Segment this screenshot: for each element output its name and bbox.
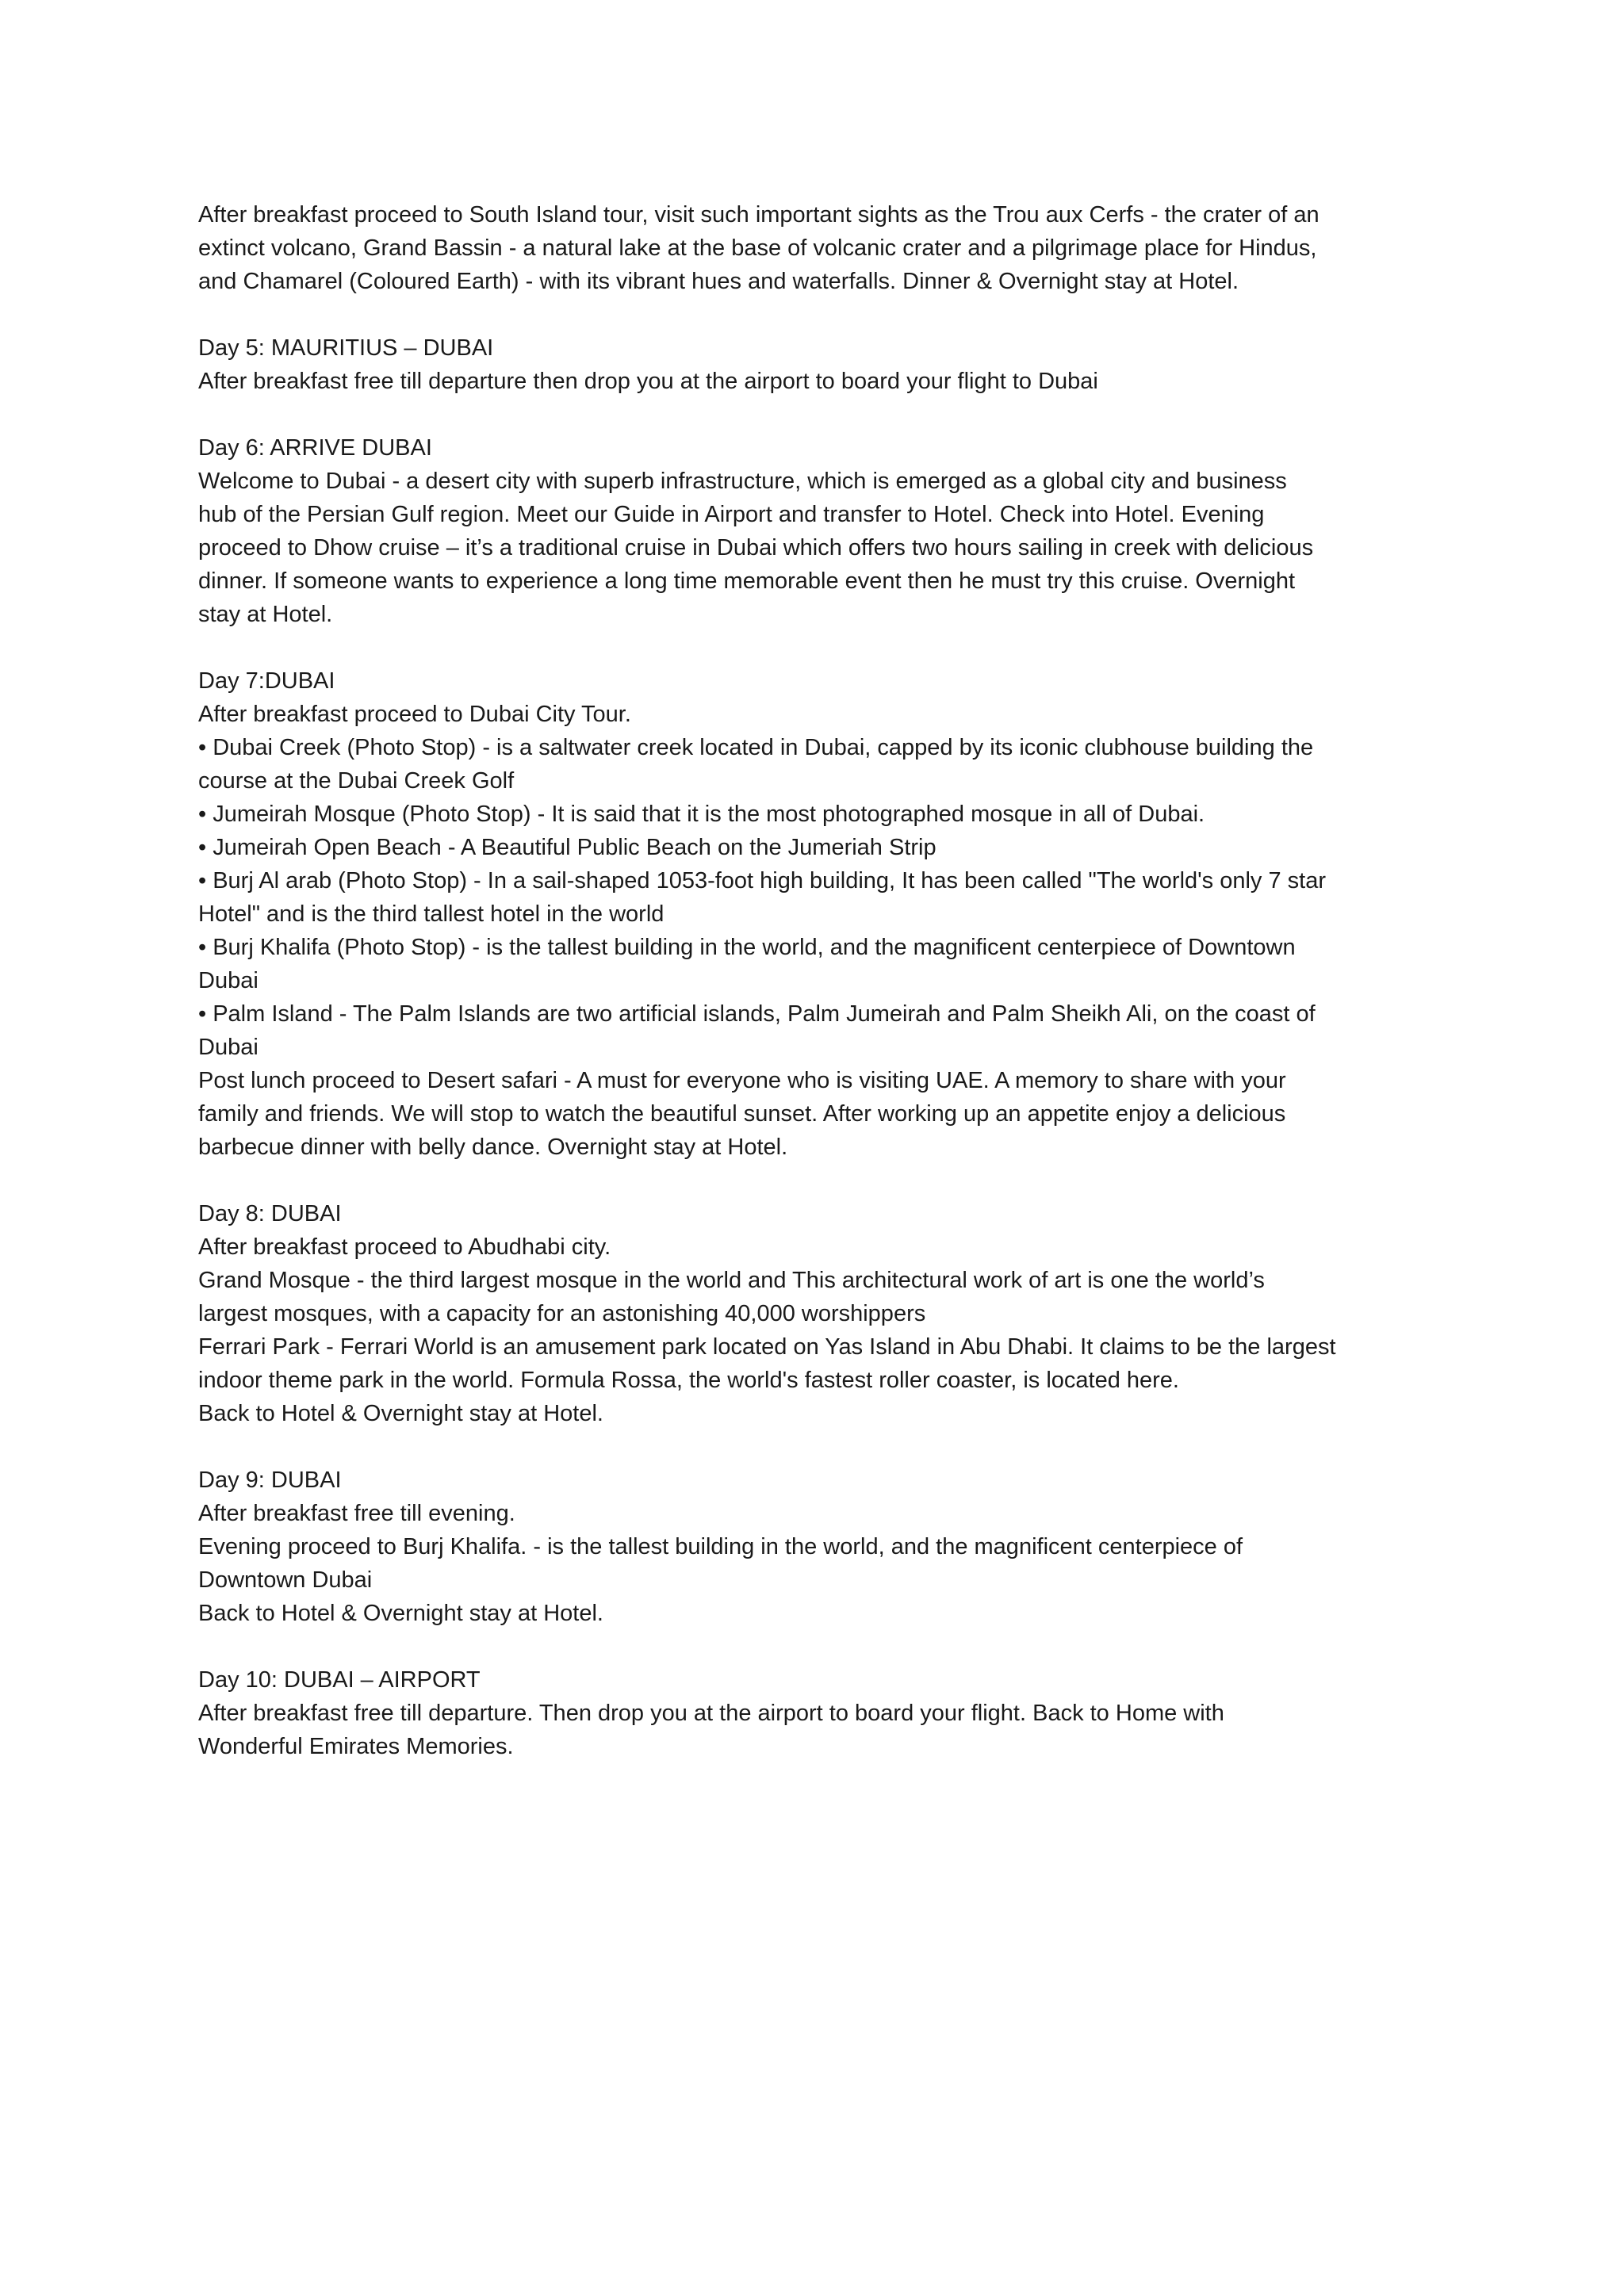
- day8-line: After breakfast proceed to Abudhabi city.: [198, 1234, 611, 1260]
- day5-line: After breakfast free till departure then drop you at the airport to board your flight to Dubai: [198, 369, 1098, 394]
- day7-heading: Day 7:DUBAI: [198, 668, 335, 694]
- paragraph-spacer: [198, 1430, 1451, 1464]
- day9-line: Back to Hotel & Overnight stay at Hotel.: [198, 1601, 603, 1626]
- day6-line: hub of the Persian Gulf region. Meet our Guide in Airport and transfer to Hotel. Check into Hotel. Evening: [198, 502, 1265, 527]
- day7-bullet-line: • Jumeirah Mosque (Photo Stop) - It is said that it is the most photographed mosque in all of Dubai.: [198, 802, 1205, 827]
- day7-line: family and friends. We will stop to watch the beautiful sunset. After working up an appetite enjoy a delicious: [198, 1101, 1286, 1127]
- day8-section: [198, 1197, 1451, 1430]
- day7-line: barbecue dinner with belly dance. Overnight stay at Hotel.: [198, 1135, 788, 1160]
- day7-bullet-line: • Palm Island - The Palm Islands are two artificial islands, Palm Jumeirah and Palm Sheikh Ali, on the coast of: [198, 1001, 1316, 1027]
- day7-bullet-line: course at the Dubai Creek Golf: [198, 768, 515, 794]
- day6-section: [198, 431, 1451, 631]
- day6-line: stay at Hotel.: [198, 602, 333, 627]
- day6-line: dinner. If someone wants to experience a long time memorable event then he must try this cruise. Overnight: [198, 568, 1296, 594]
- paragraph-spacer: [198, 298, 1451, 331]
- day8-line: Ferrari Park - Ferrari World is an amusement park located on Yas Island in Abu Dhabi. It claims to be the largest: [198, 1334, 1336, 1360]
- paragraph-spacer: [198, 1164, 1451, 1197]
- day7-bullet-line: Dubai: [198, 968, 259, 993]
- day9-line: Downtown Dubai: [198, 1567, 373, 1593]
- intro-line: extinct volcano, Grand Bassin - a natural lake at the base of volcanic crater and a pilgrimage place for Hindus,: [198, 235, 1317, 261]
- day8-line: Back to Hotel & Overnight stay at Hotel.: [198, 1401, 603, 1426]
- day7-line: Post lunch proceed to Desert safari - A must for everyone who is visiting UAE. A memory to share with your: [198, 1068, 1286, 1093]
- day8-line: Grand Mosque - the third largest mosque in the world and This architectural work of art is one the world’s: [198, 1268, 1265, 1293]
- intro-section: [198, 198, 1451, 298]
- day7-line: After breakfast proceed to Dubai City Tour.: [198, 702, 631, 727]
- day5-heading: Day 5: MAURITIUS – DUBAI: [198, 335, 494, 361]
- paragraph-spacer: [198, 631, 1451, 664]
- day8-heading: Day 8: DUBAI: [198, 1201, 342, 1226]
- paragraph-spacer: [198, 1630, 1451, 1663]
- day6-line: proceed to Dhow cruise – it’s a traditional cruise in Dubai which offers two hours sailing in creek with delicious: [198, 535, 1314, 561]
- day8-line: largest mosques, with a capacity for an astonishing 40,000 worshippers: [198, 1301, 926, 1326]
- day10-line: After breakfast free till departure. Then drop you at the airport to board your flight. Back to Home with: [198, 1701, 1224, 1726]
- day6-line: Welcome to Dubai - a desert city with superb infrastructure, which is emerged as a global city and business: [198, 469, 1287, 494]
- day7-section: [198, 664, 1451, 1164]
- day7-bullet-line: • Burj Khalifa (Photo Stop) - is the tallest building in the world, and the magnificent centerpiece of Downtown: [198, 935, 1296, 960]
- day9-line: After breakfast free till evening.: [198, 1501, 515, 1526]
- day7-bullet-line: Hotel" and is the third tallest hotel in the world: [198, 901, 665, 927]
- intro-line: After breakfast proceed to South Island tour, visit such important sights as the Trou aux Cerfs - the crater of an: [198, 202, 1320, 228]
- intro-line: and Chamarel (Coloured Earth) - with its vibrant hues and waterfalls. Dinner & Overnight stay at Hotel.: [198, 269, 1239, 294]
- day7-bullet-line: • Jumeirah Open Beach - A Beautiful Public Beach on the Jumeriah Strip: [198, 835, 936, 860]
- day8-line: indoor theme park in the world. Formula Rossa, the world's fastest roller coaster, is located here.: [198, 1368, 1179, 1393]
- day6-heading: Day 6: ARRIVE DUBAI: [198, 435, 432, 461]
- day7-bullet-line: Dubai: [198, 1035, 259, 1060]
- day10-section: [198, 1663, 1451, 1763]
- day10-line: Wonderful Emirates Memories.: [198, 1734, 514, 1759]
- itinerary-page: [198, 198, 1451, 1763]
- day5-section: [198, 331, 1451, 398]
- day10-heading: Day 10: DUBAI – AIRPORT: [198, 1667, 481, 1693]
- day9-heading: Day 9: DUBAI: [198, 1468, 342, 1493]
- paragraph-spacer: [198, 398, 1451, 431]
- day9-section: [198, 1464, 1451, 1630]
- day7-bullet-line: • Dubai Creek (Photo Stop) - is a saltwater creek located in Dubai, capped by its iconic clubhouse building the: [198, 735, 1314, 760]
- day7-bullet-line: • Burj Al arab (Photo Stop) - In a sail-shaped 1053-foot high building, It has been called "The world's only 7 star: [198, 868, 1327, 894]
- day9-line: Evening proceed to Burj Khalifa. - is the tallest building in the world, and the magnificent centerpiece of: [198, 1534, 1243, 1559]
